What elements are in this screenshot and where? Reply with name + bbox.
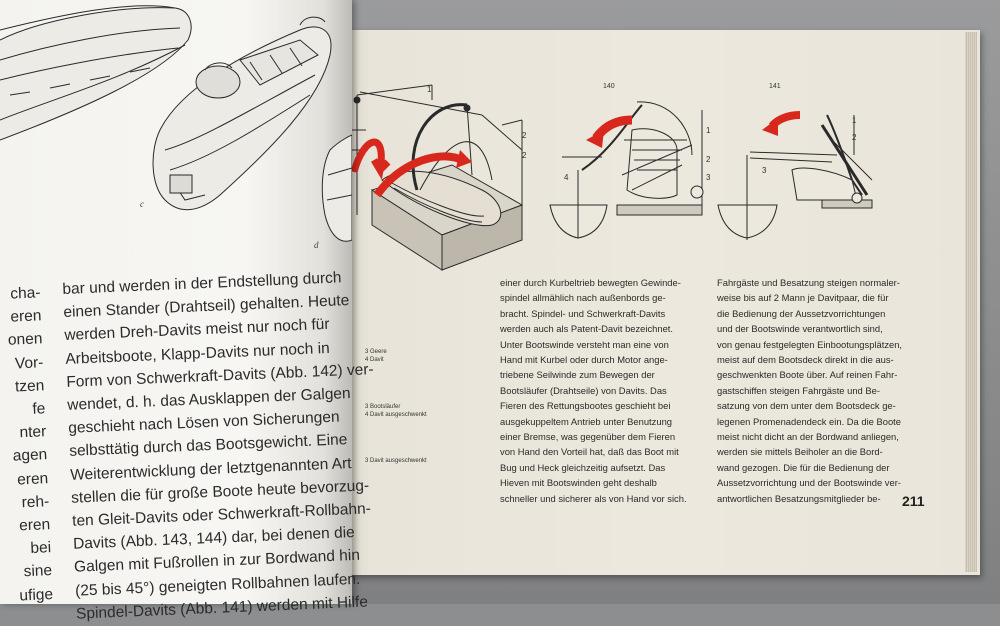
text-line: werden auch als Patent-Davit bezeichnet.	[500, 323, 674, 335]
fig-d-label: d	[314, 240, 319, 250]
text-line: spindel allmählich nach außenbords ge-	[500, 292, 666, 304]
text-line: geschieht nach Lösen von Sicherungen	[67, 408, 340, 438]
figure-davit-boat	[350, 85, 522, 270]
figure-141	[718, 115, 872, 240]
fig140-num-3: 3	[706, 173, 711, 182]
text-line: Arbeitsboote, Klapp-Davits nur noch in	[65, 339, 331, 368]
text-line: Aussetzvorrichtung und der Bootswinde ver-	[717, 477, 901, 489]
fig1-num-2a: 2	[522, 131, 527, 140]
text-line: geschwenkten Boote über. Auf reinen Fahr-	[717, 369, 898, 381]
text-line: werden Dreh-Davits meist nur noch für	[64, 316, 330, 345]
text-line: selbsttätig durch das Bootsgewicht. Eine	[68, 431, 348, 461]
fig-c-label: c	[140, 199, 144, 209]
fig1-num-1: 1	[427, 85, 432, 94]
text-line: stellen die für große Boote heute bevorzug-	[70, 477, 370, 507]
lifeboat-illustration	[0, 0, 352, 260]
left-page-text	[62, 265, 376, 625]
text-line: weise bis auf 2 Mann je Davitpaar, die für	[717, 292, 889, 304]
text-line: Spindel-Davits (Abb. 141) werden mit Hilfe	[75, 593, 369, 623]
caption-line: 3 Geere	[365, 349, 387, 355]
caption-line: 4 Davit ausgeschwenkt	[365, 412, 427, 418]
davit-illustrations	[332, 30, 980, 290]
caption-line: 4 Davit	[365, 357, 384, 363]
text-line: Davits (Abb. 143, 144) dar, bei denen die	[72, 524, 356, 553]
text-line: Hieven mit Bootswinden geht deshalb	[500, 477, 657, 489]
text-line: eren	[10, 307, 42, 326]
text-line: werden sie mittels Beiholer an die Bord-	[717, 446, 883, 458]
fig140-num-2: 2	[706, 155, 711, 164]
fig141-num-3: 3	[762, 166, 767, 175]
text-line: ten Gleit-Davits oder Schwerkraft-Rollbahn-	[71, 500, 372, 530]
text-line: die Bedienung der Aussetzvorrichtungen	[717, 307, 886, 319]
red-arrow-1	[354, 142, 388, 172]
text-line: Galgen mit Fußrollen in zur Bordwand hin	[73, 547, 361, 577]
text-line: onen	[7, 330, 43, 350]
text-line: agen	[12, 446, 48, 466]
text-line: Bootsläufer (Drahtseile) von Davits. Das	[500, 384, 667, 396]
text-line: reh-	[21, 492, 50, 512]
fig141-num-1: 1	[852, 116, 857, 125]
text-line: wendet, d. h. das Ausklappen der Galgen	[66, 385, 351, 414]
fig141-label: 141	[769, 83, 781, 90]
text-line: nter	[19, 423, 47, 442]
text-line: triebene Seilwinde zum Bewegen der	[500, 369, 655, 381]
text-line: ausgekuppeltem Antrieb unter Benutzung	[500, 415, 672, 427]
text-line: einer durch Kurbeltrieb bewegten Gewinde-	[500, 277, 681, 288]
text-line: Fieren des Rettungsbootes geschieht bei	[500, 400, 671, 412]
page-number: 211	[902, 493, 925, 509]
text-line: einer Bremse, was gegenüber dem Fieren	[500, 431, 676, 443]
fig140-num-1: 1	[706, 126, 711, 135]
text-line: antwortlichen Besatzungsmitglieder be-	[717, 492, 881, 504]
text-line: sine	[23, 562, 53, 581]
text-line: Bug und Heck gleichzeitig aufsetzt. Das	[500, 461, 666, 473]
fig140-num-4: 4	[564, 173, 569, 182]
text-line: wand gezogen. Die für die Bedienung der	[717, 461, 890, 473]
text-line: Unter Bootswinde versteht man eine von	[500, 338, 669, 350]
text-line: legenen Promenadendeck ein. Da die Boote	[717, 415, 901, 427]
text-line: eren	[16, 469, 49, 489]
text-line: meist nicht dicht an der Bordwand anliegen,	[717, 431, 899, 443]
text-line: Weiterentwicklung der letztgenannten Art	[69, 454, 352, 484]
caption-3	[365, 457, 427, 465]
text-line: (25 bis 45°) geneigten Rollbahnen laufen.	[74, 570, 361, 600]
text-line: bar und werden in der Endstellung durch	[62, 269, 342, 298]
text-line: tzen	[14, 377, 45, 396]
red-arrow-2-head	[456, 150, 472, 168]
text-column-2	[717, 275, 927, 506]
text-line: einen Stander (Drahtseil) gehalten. Heute	[63, 292, 350, 322]
text-line: bracht. Spindel- und Schwerkraft-Davits	[500, 307, 666, 319]
caption-line: 3 Davit ausgeschwenkt	[365, 458, 427, 464]
text-line: ufige	[19, 585, 54, 605]
text-line: Hand mit Kurbel oder durch Motor ange-	[500, 354, 668, 366]
text-line: schneller und sicherer als von Hand vor sich.	[500, 492, 687, 504]
text-line: gastschiffen steigen Fahrgäste und Be-	[717, 384, 880, 396]
text-line: Fahrgäste und Besatzung steigen normaler-	[717, 277, 900, 288]
fig141-num-2: 2	[852, 133, 857, 142]
text-line: meist auf dem Bootsdeck direkt in die aus-	[717, 354, 894, 366]
red-arrow-4-head	[762, 118, 778, 136]
text-line: cha-	[9, 284, 41, 303]
caption-line: 3 Bootsläufer	[365, 404, 401, 410]
caption-2	[365, 403, 427, 419]
fig140-label: 140	[603, 83, 615, 90]
text-column-1	[500, 275, 700, 506]
text-line: satzung von dem unter dem Bootsdeck ge-	[717, 400, 896, 412]
text-line: bei	[30, 539, 52, 558]
text-line: Form von Schwerkraft-Davits (Abb. 142) ver-	[66, 360, 374, 391]
fig1-num-2b: 2	[522, 151, 527, 160]
text-line: eren	[18, 516, 51, 535]
text-line: Vor-	[14, 353, 44, 373]
text-line: fe	[32, 400, 46, 418]
text-line: von genau festgelegten Einbootungsplätzen,	[717, 338, 903, 350]
text-line: von Hand den Vorteil hat, daß das Boot mit	[500, 446, 679, 458]
text-line: und der Bootswinde verantwortlich sind,	[717, 323, 883, 335]
